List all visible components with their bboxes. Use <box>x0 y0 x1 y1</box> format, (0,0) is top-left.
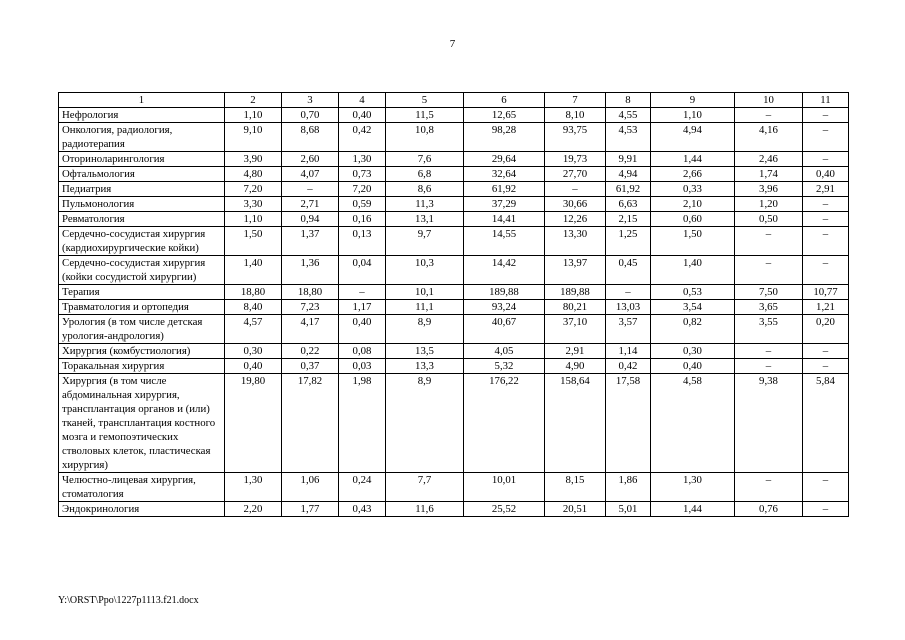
value-cell: – <box>803 152 849 167</box>
value-cell: 0,37 <box>282 359 339 374</box>
value-cell: 0,73 <box>339 167 386 182</box>
value-cell: 0,60 <box>651 212 735 227</box>
table-row <box>59 374 849 473</box>
value-cell: 8,9 <box>386 315 464 344</box>
value-cell: 4,80 <box>225 167 282 182</box>
value-cell: 1,10 <box>225 212 282 227</box>
value-cell: – <box>803 473 849 502</box>
column-header: 6 <box>464 93 545 108</box>
value-cell: 7,6 <box>386 152 464 167</box>
value-cell: 189,88 <box>464 285 545 300</box>
table-row <box>59 473 849 502</box>
value-cell: 1,25 <box>606 227 651 256</box>
profile-name-cell: Урология (в том числе детская урология-андрология) <box>59 315 225 344</box>
value-cell: 1,21 <box>803 300 849 315</box>
value-cell: 2,46 <box>735 152 803 167</box>
value-cell: – <box>803 108 849 123</box>
value-cell: – <box>803 227 849 256</box>
value-cell: 0,16 <box>339 212 386 227</box>
profile-name-cell: Онкология, радиология, радиотерапия <box>59 123 225 152</box>
column-header: 3 <box>282 93 339 108</box>
table-row <box>59 182 849 197</box>
value-cell: 13,1 <box>386 212 464 227</box>
value-cell: 4,94 <box>651 123 735 152</box>
value-cell: 25,52 <box>464 502 545 517</box>
value-cell: 0,40 <box>339 108 386 123</box>
value-cell: 1,50 <box>651 227 735 256</box>
value-cell: 1,20 <box>735 197 803 212</box>
value-cell: 1,50 <box>225 227 282 256</box>
table-row <box>59 502 849 517</box>
value-cell: 1,44 <box>651 502 735 517</box>
column-header: 10 <box>735 93 803 108</box>
value-cell: 0,33 <box>651 182 735 197</box>
profile-name-cell: Педиатрия <box>59 182 225 197</box>
value-cell: 1,40 <box>225 256 282 285</box>
value-cell: 10,3 <box>386 256 464 285</box>
value-cell: – <box>803 344 849 359</box>
value-cell: 17,58 <box>606 374 651 473</box>
value-cell: 0,40 <box>339 315 386 344</box>
table-row <box>59 197 849 212</box>
value-cell: 0,50 <box>735 212 803 227</box>
value-cell: 18,80 <box>282 285 339 300</box>
column-header: 7 <box>545 93 606 108</box>
value-cell: 0,03 <box>339 359 386 374</box>
value-cell: 18,80 <box>225 285 282 300</box>
value-cell: 1,30 <box>225 473 282 502</box>
value-cell: 19,73 <box>545 152 606 167</box>
profile-name-cell: Челюстно-лицевая хирургия, стоматология <box>59 473 225 502</box>
value-cell: – <box>803 212 849 227</box>
value-cell: 0,70 <box>282 108 339 123</box>
value-cell: 3,96 <box>735 182 803 197</box>
value-cell: 93,75 <box>545 123 606 152</box>
value-cell: 6,63 <box>606 197 651 212</box>
value-cell: 61,92 <box>464 182 545 197</box>
value-cell: 5,84 <box>803 374 849 473</box>
value-cell: 0,42 <box>339 123 386 152</box>
value-cell: 2,10 <box>651 197 735 212</box>
value-cell: 13,03 <box>606 300 651 315</box>
value-cell: 12,26 <box>545 212 606 227</box>
value-cell: – <box>803 197 849 212</box>
table-row <box>59 300 849 315</box>
value-cell: 19,80 <box>225 374 282 473</box>
value-cell: 17,82 <box>282 374 339 473</box>
value-cell: 1,30 <box>339 152 386 167</box>
value-cell: 158,64 <box>545 374 606 473</box>
value-cell: 1,74 <box>735 167 803 182</box>
value-cell: 3,57 <box>606 315 651 344</box>
value-cell: 0,82 <box>651 315 735 344</box>
value-cell: – <box>282 182 339 197</box>
profile-name-cell: Терапия <box>59 285 225 300</box>
value-cell: 3,55 <box>735 315 803 344</box>
value-cell: 0,76 <box>735 502 803 517</box>
value-cell: 5,32 <box>464 359 545 374</box>
profile-name-cell: Ревматология <box>59 212 225 227</box>
value-cell: 7,20 <box>339 182 386 197</box>
table-header-row <box>59 93 849 108</box>
value-cell: 4,58 <box>651 374 735 473</box>
value-cell: 13,5 <box>386 344 464 359</box>
value-cell: 0,94 <box>282 212 339 227</box>
value-cell: 61,92 <box>606 182 651 197</box>
value-cell: 1,37 <box>282 227 339 256</box>
value-cell: 2,66 <box>651 167 735 182</box>
value-cell: 1,14 <box>606 344 651 359</box>
table-row <box>59 315 849 344</box>
value-cell: 10,1 <box>386 285 464 300</box>
profile-name-cell: Хирургия (комбустиология) <box>59 344 225 359</box>
value-cell: – <box>545 182 606 197</box>
value-cell: 7,20 <box>225 182 282 197</box>
profile-name-cell: Травматология и ортопедия <box>59 300 225 315</box>
value-cell: 20,51 <box>545 502 606 517</box>
value-cell: 9,38 <box>735 374 803 473</box>
value-cell: 13,3 <box>386 359 464 374</box>
value-cell: 2,60 <box>282 152 339 167</box>
value-cell: 4,55 <box>606 108 651 123</box>
column-header: 11 <box>803 93 849 108</box>
value-cell: 3,30 <box>225 197 282 212</box>
value-cell: 11,6 <box>386 502 464 517</box>
value-cell: – <box>735 359 803 374</box>
value-cell: 0,20 <box>803 315 849 344</box>
value-cell: 4,17 <box>282 315 339 344</box>
value-cell: 0,43 <box>339 502 386 517</box>
value-cell: – <box>735 256 803 285</box>
value-cell: 4,94 <box>606 167 651 182</box>
value-cell: 1,44 <box>651 152 735 167</box>
table-row <box>59 212 849 227</box>
column-header: 1 <box>59 93 225 108</box>
value-cell: 10,8 <box>386 123 464 152</box>
value-cell: 1,17 <box>339 300 386 315</box>
value-cell: 8,15 <box>545 473 606 502</box>
file-path-footer: Y:\ORST\Ppo\1227p1113.f21.docx <box>58 595 199 606</box>
value-cell: 29,64 <box>464 152 545 167</box>
value-cell: – <box>339 285 386 300</box>
value-cell: 3,65 <box>735 300 803 315</box>
value-cell: 0,13 <box>339 227 386 256</box>
column-header: 5 <box>386 93 464 108</box>
value-cell: – <box>803 256 849 285</box>
value-cell: 0,22 <box>282 344 339 359</box>
table-row <box>59 359 849 374</box>
bed-fund-table <box>58 92 849 517</box>
column-header: 2 <box>225 93 282 108</box>
value-cell: 0,08 <box>339 344 386 359</box>
value-cell: 40,67 <box>464 315 545 344</box>
value-cell: 2,71 <box>282 197 339 212</box>
value-cell: 189,88 <box>545 285 606 300</box>
value-cell: 0,30 <box>225 344 282 359</box>
value-cell: 9,91 <box>606 152 651 167</box>
value-cell: 14,41 <box>464 212 545 227</box>
value-cell: – <box>803 359 849 374</box>
value-cell: 4,57 <box>225 315 282 344</box>
value-cell: 32,64 <box>464 167 545 182</box>
value-cell: 1,36 <box>282 256 339 285</box>
table-row <box>59 344 849 359</box>
value-cell: – <box>735 108 803 123</box>
value-cell: 2,15 <box>606 212 651 227</box>
value-cell: 1,40 <box>651 256 735 285</box>
value-cell: 0,40 <box>651 359 735 374</box>
value-cell: 11,3 <box>386 197 464 212</box>
table-row <box>59 256 849 285</box>
value-cell: 2,20 <box>225 502 282 517</box>
value-cell: 6,8 <box>386 167 464 182</box>
value-cell: 1,86 <box>606 473 651 502</box>
value-cell: 0,40 <box>803 167 849 182</box>
value-cell: 8,6 <box>386 182 464 197</box>
value-cell: 1,77 <box>282 502 339 517</box>
value-cell: 8,68 <box>282 123 339 152</box>
value-cell: 80,21 <box>545 300 606 315</box>
profile-name-cell: Оториноларингология <box>59 152 225 167</box>
value-cell: 10,01 <box>464 473 545 502</box>
value-cell: 0,59 <box>339 197 386 212</box>
value-cell: 1,06 <box>282 473 339 502</box>
page-number: 7 <box>449 38 456 50</box>
column-header: 8 <box>606 93 651 108</box>
profile-name-cell: Сердечно-сосудистая хирургия (кардиохирургические койки) <box>59 227 225 256</box>
value-cell: 7,7 <box>386 473 464 502</box>
value-cell: 5,01 <box>606 502 651 517</box>
value-cell: 0,53 <box>651 285 735 300</box>
value-cell: 0,24 <box>339 473 386 502</box>
table-row <box>59 285 849 300</box>
table-row <box>59 152 849 167</box>
value-cell: 30,66 <box>545 197 606 212</box>
value-cell: 12,65 <box>464 108 545 123</box>
value-cell: – <box>803 123 849 152</box>
value-cell: 4,05 <box>464 344 545 359</box>
value-cell: – <box>735 344 803 359</box>
value-cell: – <box>803 502 849 517</box>
value-cell: 93,24 <box>464 300 545 315</box>
value-cell: 8,10 <box>545 108 606 123</box>
value-cell: 14,55 <box>464 227 545 256</box>
value-cell: 176,22 <box>464 374 545 473</box>
value-cell: 1,10 <box>651 108 735 123</box>
column-header: 9 <box>651 93 735 108</box>
value-cell: 9,10 <box>225 123 282 152</box>
value-cell: 0,30 <box>651 344 735 359</box>
value-cell: 0,04 <box>339 256 386 285</box>
table-row <box>59 108 849 123</box>
value-cell: 1,30 <box>651 473 735 502</box>
table-row <box>59 123 849 152</box>
value-cell: 7,23 <box>282 300 339 315</box>
value-cell: – <box>735 227 803 256</box>
value-cell: 37,10 <box>545 315 606 344</box>
value-cell: 4,90 <box>545 359 606 374</box>
profile-name-cell: Нефрология <box>59 108 225 123</box>
value-cell: 4,16 <box>735 123 803 152</box>
value-cell: 11,5 <box>386 108 464 123</box>
value-cell: 10,77 <box>803 285 849 300</box>
value-cell: 3,54 <box>651 300 735 315</box>
table-row <box>59 227 849 256</box>
value-cell: 2,91 <box>545 344 606 359</box>
profile-name-cell: Эндокринология <box>59 502 225 517</box>
value-cell: 0,45 <box>606 256 651 285</box>
profile-name-cell: Офтальмология <box>59 167 225 182</box>
profile-name-cell: Хирургия (в том числе абдоминальная хирургия, трансплантация органов и (или) тканей, трансплантация костного мозга и гемопоэтических стволовых клеток, пластическая хирургия) <box>59 374 225 473</box>
table-row <box>59 167 849 182</box>
value-cell: 1,98 <box>339 374 386 473</box>
value-cell: – <box>606 285 651 300</box>
value-cell: 0,42 <box>606 359 651 374</box>
value-cell: 7,50 <box>735 285 803 300</box>
profile-name-cell: Сердечно-сосудистая хирургия (койки сосудистой хирургии) <box>59 256 225 285</box>
value-cell: 13,97 <box>545 256 606 285</box>
value-cell: 11,1 <box>386 300 464 315</box>
value-cell: 14,42 <box>464 256 545 285</box>
value-cell: 0,40 <box>225 359 282 374</box>
value-cell: 98,28 <box>464 123 545 152</box>
value-cell: 2,91 <box>803 182 849 197</box>
profile-name-cell: Торакальная хирургия <box>59 359 225 374</box>
value-cell: 13,30 <box>545 227 606 256</box>
value-cell: 8,40 <box>225 300 282 315</box>
value-cell: 8,9 <box>386 374 464 473</box>
value-cell: 27,70 <box>545 167 606 182</box>
value-cell: 3,90 <box>225 152 282 167</box>
value-cell: 1,10 <box>225 108 282 123</box>
column-header: 4 <box>339 93 386 108</box>
value-cell: 4,53 <box>606 123 651 152</box>
value-cell: 37,29 <box>464 197 545 212</box>
value-cell: 4,07 <box>282 167 339 182</box>
profile-name-cell: Пульмонология <box>59 197 225 212</box>
value-cell: 9,7 <box>386 227 464 256</box>
value-cell: – <box>735 473 803 502</box>
